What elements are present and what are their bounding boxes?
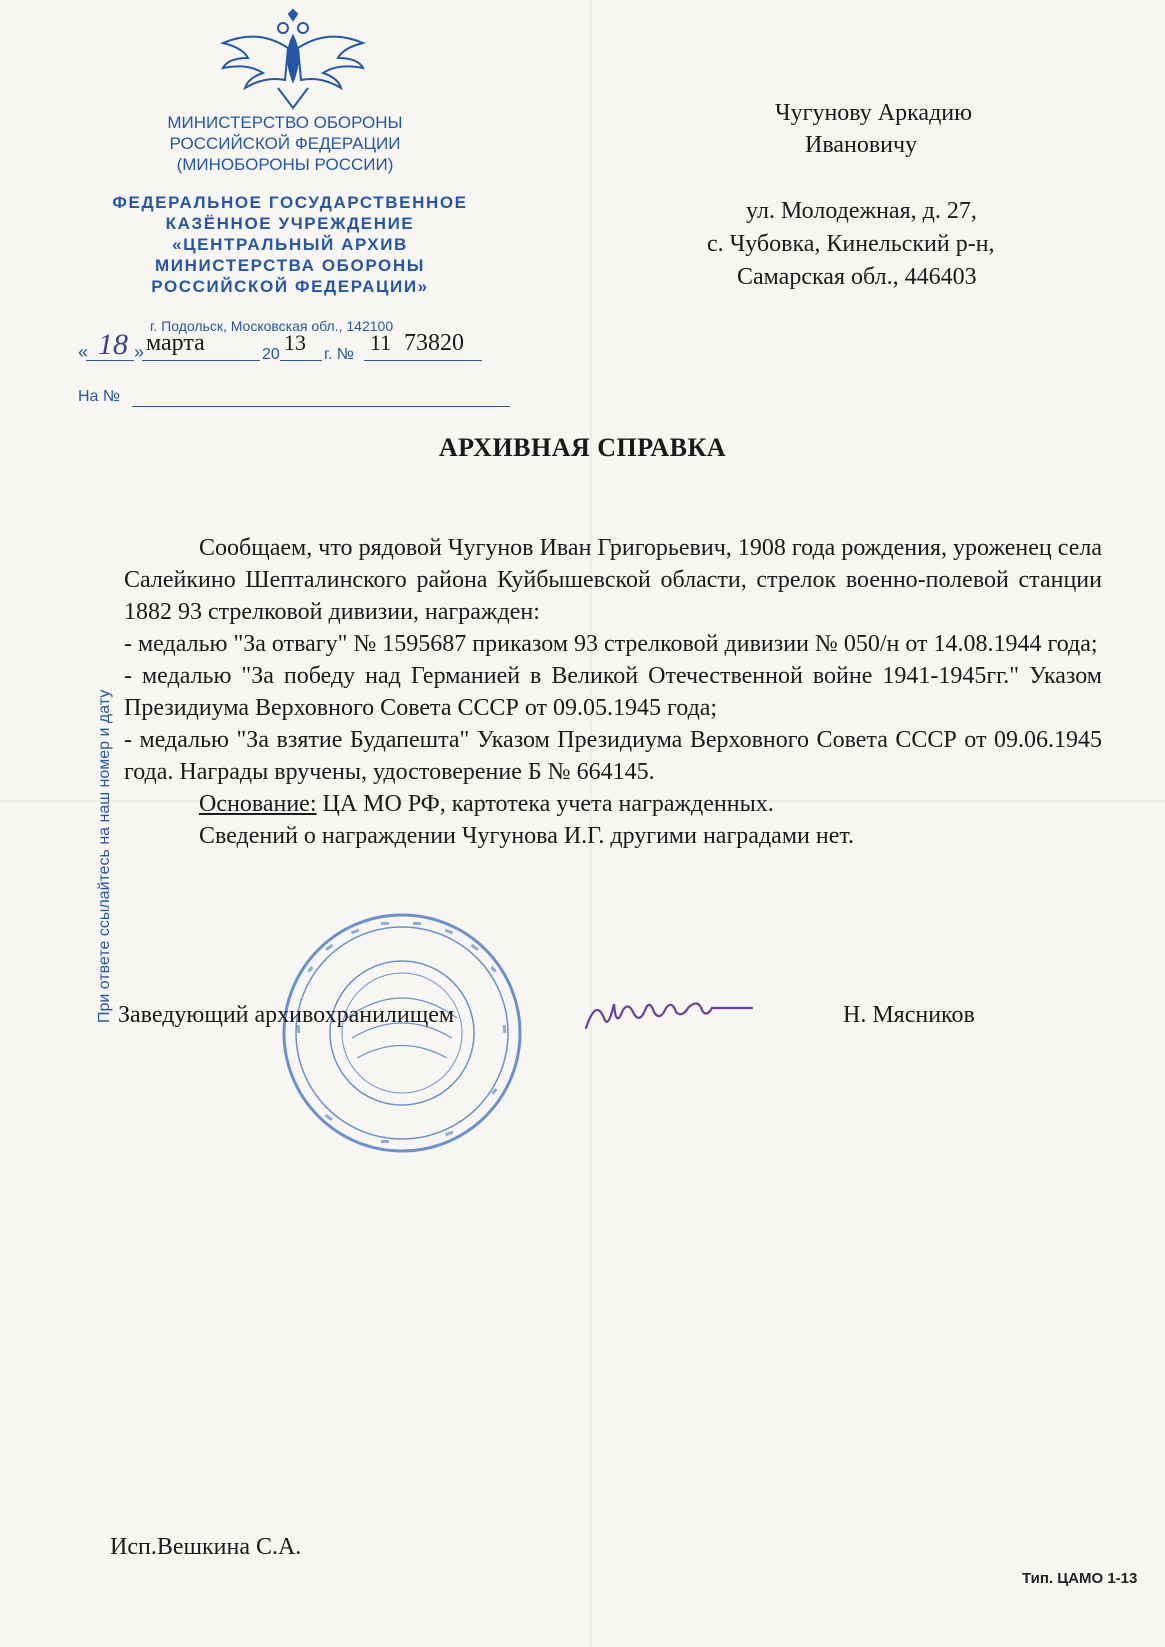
date-year: 13 — [284, 330, 306, 355]
document-body — [124, 532, 1102, 852]
day-underline — [86, 360, 134, 361]
number-underline — [364, 360, 482, 361]
closing-note: Сведений о награждении Чугунова И.Г. другими наградами нет. — [199, 823, 855, 849]
year-prefix: 20 — [262, 346, 280, 363]
recipient-region: Самарская обл., 446403 — [737, 264, 977, 290]
basis-text: ЦА МО РФ, картотека учета награжденных. — [316, 791, 774, 817]
doc-number: 73820 — [404, 330, 464, 356]
award-3: - медалью "За взятие Будапешта" Указом Президиума Верховного Совета СССР от 09.06.1945 года. Награды вручены, удостоверение Б № 664145. — [124, 727, 1102, 785]
recipient-street: ул. Молодежная, д. 27, — [746, 198, 977, 224]
recipient-name-2: Ивановичу — [805, 132, 918, 158]
date-month: марта — [146, 330, 205, 356]
quote-close: » — [134, 342, 145, 362]
date-day: 18 — [98, 328, 128, 361]
reference-line — [78, 388, 120, 406]
eagle-emblem-icon — [218, 8, 368, 113]
reference-label: На № — [78, 388, 121, 405]
month-underline — [142, 360, 260, 361]
agency-line-3: «ЦЕНТРАЛЬНЫЙ АРХИВ — [172, 235, 408, 254]
ministry-line-2: РОССИЙСКОЙ ФЕДЕРАЦИИ — [169, 134, 401, 153]
basis-line — [124, 788, 1102, 820]
agency-line-1: ФЕДЕРАЛЬНОЕ ГОСУДАРСТВЕННОЕ — [112, 193, 468, 212]
award-1: - медалью "За отвагу" № 1595687 приказом 93 стрелковой дивизии № 050/н от 14.08.1944 года; — [124, 631, 1098, 657]
executor-name: Исп.Вешкина С.А. — [110, 1534, 302, 1560]
agency-line-4: МИНИСТЕРСТВА ОБОРОНЫ — [155, 256, 425, 275]
basis-label: Основание: — [199, 791, 317, 817]
award-2: - медалью "За победу над Германией в Великой Отечественной войне 1941-1945гг." Указом Президиума Верховного Совета СССР от 09.05.1945 года; — [124, 663, 1102, 721]
signatory-position: Заведующий архивохранилищем — [118, 1002, 455, 1028]
agency-address: г. Подольск, Московская обл., 142100 — [150, 318, 394, 334]
date-number-line — [78, 328, 508, 368]
agency-line-5: РОССИЙСКОЙ ФЕДЕРАЦИИ» — [151, 277, 429, 296]
document-title: АРХИВНАЯ СПРАВКА — [438, 433, 727, 462]
ministry-line-1: МИНИСТЕРСТВО ОБОРОНЫ — [167, 113, 403, 132]
handwritten-signature-icon — [578, 988, 808, 1048]
recipient-locality: с. Чубовка, Кинельский р-н, — [707, 231, 995, 257]
intro-paragraph: Сообщаем, что рядовой Чугунов Иван Григорьевич, 1908 года рождения, уроженец села Салейкино Шепталинского района Куйбышевской области, стрелок военно-полевой станции 1882 93 стрелковой дивизии, награжден: — [124, 535, 1102, 625]
ministry-line-3: (МИНОБОРОНЫ РОССИИ) — [176, 155, 394, 174]
form-code: Тип. ЦАМО 1-13 — [1022, 1570, 1138, 1587]
quote-open: « — [78, 342, 89, 362]
year-underline — [280, 360, 322, 361]
number-prefix: 11 — [370, 330, 392, 355]
signatory-name: Н. Мясников — [843, 1002, 975, 1028]
year-suffix: г. № — [324, 346, 354, 363]
reference-underline — [132, 406, 510, 407]
round-seal-stamp — [277, 908, 527, 1158]
side-reference-note: При ответе ссылайтесь на наш номер и дату — [96, 689, 113, 1023]
recipient-name-1: Чугунову Аркадию — [775, 100, 973, 126]
agency-line-2: КАЗЁННОЕ УЧРЕЖДЕНИЕ — [165, 214, 415, 233]
